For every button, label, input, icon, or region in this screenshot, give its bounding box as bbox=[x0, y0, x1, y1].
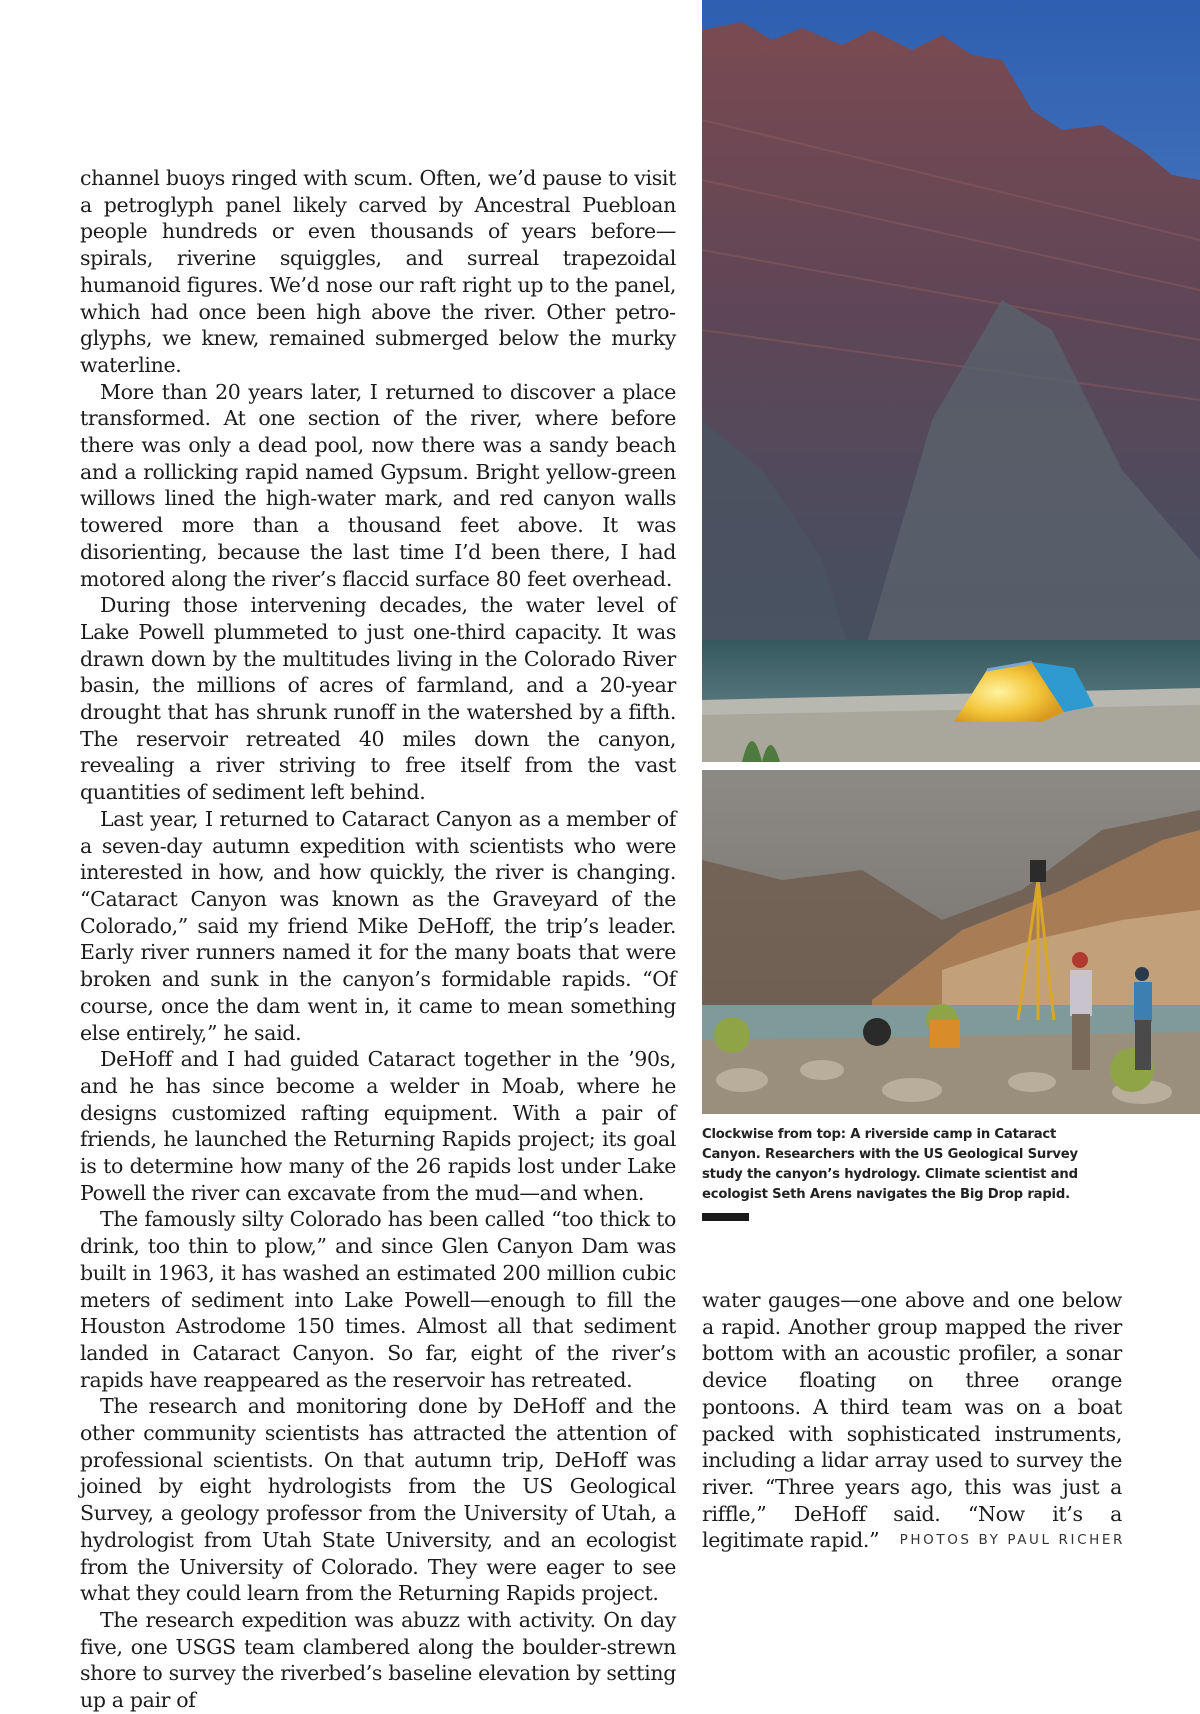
paragraph: water gauges—one above and one below a rapid. Another group mapped the river bottom with an acoustic profiler, a sonar device floating on three orange pontoons. A third team was on a boat packed with sophisticated instruments, including a lidar array used to survey the river. “Three years ago, this was just a riffle,” DeHoff said. “Now it’s a legitimate rapid.” bbox=[702, 1288, 1122, 1553]
paragraph: The research expedition was abuzz with activity. On day five, one USGS team clambered along the boulder-strewn shore to survey the riverbed’s baseline elevation by setting up a pair of bbox=[80, 1607, 676, 1713]
paragraph: Last year, I returned to Cataract Canyon as a member of a seven-day autumn expedition with scientists who were interested in how, and how quickly, the river is changing. “Cataract Canyon was known as the Graveyard of the Colorado,” said my friend Mike DeHoff, the trip’s leader. Early river runners named it for the many boats that were broken and sunk in the canyon’s formidable rapids. “Of course, once the dam went in, it came to mean something else entirely,” he said. bbox=[80, 806, 676, 1045]
caption-divider bbox=[702, 1213, 749, 1221]
camp-illustration bbox=[702, 0, 1200, 762]
paragraph: DeHoff and I had guided Cataract together in the ’90s, and he has since become a welder in Moab, where he designs customized rafting equipment. With a pair of friends, he launched the Returning Rapids project; its goal is to determine how many of the 26 rapids lost under Lake Powell the river can excavate from the mud—and when. bbox=[80, 1047, 676, 1205]
paragraph: channel buoys ringed with scum. Often, we’d pause to visit a petroglyph panel likely carved by Ancestral Puebloan people hundreds or even thousands of years before—spirals, riverine squiggles, and surreal trapezoidal humanoid figures. We’d nose our raft right up to the panel, which had once been high above the river. Other petroglyphs, we knew, remained submerged below the murky waterline. bbox=[80, 166, 676, 377]
researchers-illustration bbox=[702, 770, 1200, 1114]
paragraph: During those intervening decades, the water level of Lake Powell plummeted to just one-third capacity. It was drawn down by the multitudes living in the Colorado River basin, the millions of acres of farmland, and a 20-year drought that has shrunk runoff in the watershed by a fifth. The reservoir retreated 40 miles down the canyon, revealing a river striving to free itself from the vast quantities of sediment left behind. bbox=[80, 593, 676, 805]
article-column-left bbox=[80, 165, 676, 1714]
photo-riverside-camp bbox=[702, 0, 1200, 762]
paragraph: The famously silty Colorado has been called “too thick to drink, too thin to plow,” and since Glen Canyon Dam was built in 1963, it has washed an estimated 200 million cubic meters of sediment into Lake Powell—enough to fill the Houston Astrodome 150 times. Almost all that sediment landed in Cataract Canyon. So far, eight of the river’s rapids have reappeared as the reservoir has retreated. bbox=[80, 1207, 676, 1392]
paragraph: The research and monitoring done by DeHoff and the other community scientists has attracted the attention of professional scientists. On that autumn trip, DeHoff was joined by eight hydrologists from the US Geological Survey, a geology professor from the University of Utah, a hydrologist from Utah State University, and an ecologist from the University of Colorado. They were eager to see what they could learn from the Returning Rapids project. bbox=[80, 1394, 676, 1606]
photo-usgs-researchers bbox=[702, 770, 1200, 1114]
photo-credit: PHOTOS BY PAUL RICHER bbox=[899, 1532, 1125, 1548]
paragraph: More than 20 years later, I returned to discover a place transformed. At one section of the river, where before there was only a dead pool, now there was a sandy beach and a rollicking rapid named Gypsum. Bright yellow-green willows lined the high-water mark, and red canyon walls towered more than a thousand feet above. It was disorienting, because the last time I’d been there, I had motored along the river’s flaccid surface 80 feet overhead. bbox=[80, 379, 676, 591]
researcher-figure-icon bbox=[1134, 967, 1152, 1070]
photo-caption: Clockwise from top: A riverside camp in Cataract Canyon. Researchers with the US Geological Survey study the canyon’s hydrology. Climate scientist and ecologist Seth Arens navigates the Big Drop rapid. bbox=[702, 1127, 1078, 1202]
article-column-right bbox=[702, 1287, 1122, 1554]
